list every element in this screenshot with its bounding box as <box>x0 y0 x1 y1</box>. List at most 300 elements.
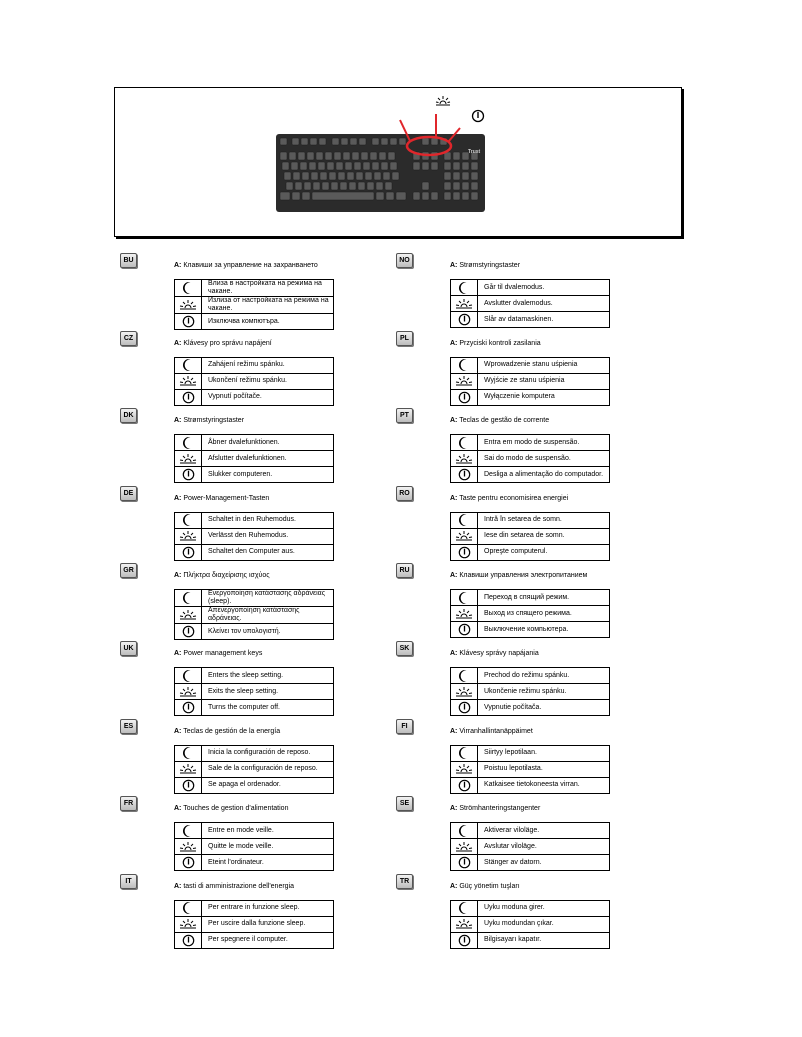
section-title-text: tasti di amministrazione dell'energia <box>183 882 295 890</box>
table-row <box>451 932 610 948</box>
table-icon-cell <box>451 823 478 839</box>
table-text-cell: Ukončení režimu spánku. <box>202 373 334 389</box>
table-text-cell: Se apaga el ordenador. <box>202 777 334 793</box>
section-title <box>450 650 539 657</box>
section-title-text: Klávesy pro správu napájení <box>183 339 272 347</box>
section-title <box>450 572 587 579</box>
table-text-cell: Выход из спящего режима. <box>478 606 610 622</box>
table-icon-cell <box>451 296 478 312</box>
table-text-cell: Entra em modo de suspensão. <box>478 435 610 451</box>
table-row <box>175 839 334 855</box>
table-row <box>175 451 334 467</box>
moon-icon <box>181 824 195 838</box>
language-badge: FI <box>396 719 413 734</box>
sun-rise-icon <box>436 96 450 105</box>
table-row <box>175 700 334 716</box>
language-badge: UK <box>120 641 137 656</box>
table-row <box>175 855 334 871</box>
table-row <box>175 916 334 932</box>
table-icon-cell <box>451 435 478 451</box>
section-prefix: A: <box>174 494 182 502</box>
table-icon-cell <box>175 280 202 297</box>
table-text-cell: Выключение компьютера. <box>478 622 610 638</box>
table-text-cell: Влиза в настройката на режима на чакане. <box>202 280 334 297</box>
table-text-cell: Sai do modo de suspensão. <box>478 451 610 467</box>
language-section-pl <box>396 331 596 409</box>
key-function-table <box>174 900 334 949</box>
table-icon-cell <box>451 373 478 389</box>
language-section-es <box>120 719 320 797</box>
table-row <box>175 435 334 451</box>
table-row <box>451 528 610 544</box>
language-section-se <box>396 796 596 874</box>
sun-rise-icon <box>455 608 473 620</box>
table-icon-cell <box>175 932 202 948</box>
language-section-sk <box>396 641 596 719</box>
table-text-cell: Poistuu lepotilasta. <box>478 761 610 777</box>
table-text-cell: Inicia la configuración de reposo. <box>202 745 334 761</box>
table-icon-cell <box>451 280 478 296</box>
figure-icons <box>115 88 681 236</box>
table-icon-cell <box>451 932 478 948</box>
sun-rise-icon <box>455 918 473 930</box>
language-badge: RO <box>396 486 413 501</box>
table-row <box>175 357 334 373</box>
table-row <box>451 435 610 451</box>
table-row <box>451 373 610 389</box>
sun-rise-icon <box>455 453 473 465</box>
language-badge: BU <box>120 253 137 268</box>
table-text-cell: Ενεργοποίηση κατάστασης αδράνειας (sleep). <box>202 590 334 607</box>
sun-rise-icon <box>455 375 473 387</box>
language-badge: GR <box>120 563 137 578</box>
moon-icon <box>457 824 471 838</box>
language-badge: IT <box>120 874 137 889</box>
table-icon-cell <box>175 451 202 467</box>
section-title-text: Power-Management-Tasten <box>183 494 270 502</box>
moon-icon <box>181 669 195 683</box>
power-icon <box>182 546 195 559</box>
table-text-cell: Eteint l'ordinateur. <box>202 855 334 871</box>
key-function-table <box>450 822 610 871</box>
table-icon-cell <box>451 544 478 560</box>
table-icon-cell <box>175 855 202 871</box>
sun-rise-icon <box>455 530 473 542</box>
table-icon-cell <box>175 297 202 314</box>
table-text-cell: Vypnutí počítače. <box>202 389 334 405</box>
table-row <box>175 684 334 700</box>
table-row <box>451 684 610 700</box>
moon-icon <box>457 591 471 605</box>
table-icon-cell <box>175 900 202 916</box>
table-icon-cell <box>175 512 202 528</box>
section-title <box>450 495 568 502</box>
table-icon-cell <box>175 916 202 932</box>
power-icon <box>182 856 195 869</box>
section-title <box>174 417 244 424</box>
moon-icon <box>457 746 471 760</box>
table-icon-cell <box>175 373 202 389</box>
table-row <box>175 389 334 405</box>
table-icon-cell <box>451 900 478 916</box>
table-text-cell: Avslutter dvalemodus. <box>478 296 610 312</box>
table-row <box>451 280 610 296</box>
table-text-cell: Desliga a alimentação do computador. <box>478 467 610 483</box>
moon-icon <box>394 111 401 125</box>
table-icon-cell <box>451 855 478 871</box>
table-icon-cell <box>175 761 202 777</box>
table-icon-cell <box>175 745 202 761</box>
language-section-de <box>120 486 320 564</box>
table-icon-cell <box>175 389 202 405</box>
sun-rise-icon <box>179 763 197 775</box>
table-text-cell: Wprowadzenie stanu uśpienia <box>478 357 610 373</box>
table-icon-cell <box>175 528 202 544</box>
language-section-ro <box>396 486 596 564</box>
language-section-cz <box>120 331 320 409</box>
language-badge: PT <box>396 408 413 423</box>
section-title-text: Power management keys <box>183 650 263 657</box>
table-row <box>451 544 610 560</box>
table-row <box>175 297 334 314</box>
table-text-cell: Slukker computeren. <box>202 467 334 483</box>
table-icon-cell <box>451 590 478 606</box>
section-title-text: Клавиши управления электропитанием <box>459 572 588 580</box>
table-row <box>451 512 610 528</box>
table-icon-cell <box>451 606 478 622</box>
sun-rise-icon <box>455 841 473 853</box>
table-icon-cell <box>175 684 202 700</box>
power-icon <box>182 315 195 328</box>
section-title <box>450 262 520 269</box>
table-row <box>175 512 334 528</box>
language-section-fi <box>396 719 596 797</box>
power-icon <box>458 701 471 714</box>
table-text-cell: Turns the computer off. <box>202 700 334 716</box>
table-row <box>175 932 334 948</box>
table-row <box>175 528 334 544</box>
section-prefix: A: <box>450 805 458 813</box>
table-text-cell: Κλείνει τον υπολογιστή. <box>202 624 334 640</box>
section-prefix: A: <box>450 339 458 347</box>
table-row <box>451 855 610 871</box>
table-row <box>451 839 610 855</box>
table-row <box>451 606 610 622</box>
table-text-cell: Entre en mode veille. <box>202 823 334 839</box>
table-icon-cell <box>175 777 202 793</box>
table-icon-cell <box>451 512 478 528</box>
sun-rise-icon <box>179 686 197 698</box>
key-function-table <box>174 279 334 330</box>
table-icon-cell <box>175 590 202 607</box>
language-section-gr <box>120 563 326 641</box>
table-text-cell: Opreşte computerul. <box>478 544 610 560</box>
section-prefix: A: <box>450 494 458 502</box>
table-text-cell: Slår av datamaskinen. <box>478 312 610 328</box>
section-title-text: Przyciski kontroli zasilania <box>459 339 541 347</box>
sun-rise-icon <box>455 763 473 775</box>
table-row <box>175 590 334 607</box>
table-row <box>175 607 334 624</box>
key-function-table <box>450 900 610 949</box>
section-title-text: Strømstyringstaster <box>183 417 245 425</box>
section-title-text: Teclas de gestión de la energía <box>183 727 281 735</box>
table-text-cell: Zahájení režimu spánku. <box>202 357 334 373</box>
key-function-table <box>174 667 334 716</box>
table-icon-cell <box>451 622 478 638</box>
section-title <box>450 883 520 890</box>
table-icon-cell <box>175 823 202 839</box>
table-icon-cell <box>451 357 478 373</box>
section-prefix: A: <box>450 650 458 657</box>
table-text-cell: Bilgisayarı kapatır. <box>478 932 610 948</box>
table-text-cell: Schaltet den Computer aus. <box>202 544 334 560</box>
table-text-cell: Katkaisee tietokoneesta virran. <box>478 777 610 793</box>
table-text-cell: Siirtyy lepotilaan. <box>478 745 610 761</box>
section-prefix: A: <box>174 805 182 813</box>
power-icon <box>182 934 195 947</box>
table-row <box>175 900 334 916</box>
language-section-ru <box>396 563 596 641</box>
language-section-fr <box>120 796 320 874</box>
table-text-cell: Ukončenie režimu spánku. <box>478 684 610 700</box>
key-function-table <box>174 434 334 483</box>
moon-icon <box>457 358 471 372</box>
table-row <box>175 745 334 761</box>
table-row <box>451 900 610 916</box>
table-text-cell: Uyku modundan çıkar. <box>478 916 610 932</box>
table-icon-cell <box>451 312 478 328</box>
key-function-table <box>450 434 610 483</box>
table-text-cell: Stänger av datorn. <box>478 855 610 871</box>
section-prefix: A: <box>450 572 458 580</box>
table-row <box>451 761 610 777</box>
table-text-cell: Wyłączenie komputera <box>478 389 610 405</box>
moon-icon <box>457 281 471 295</box>
power-icon <box>458 856 471 869</box>
power-icon <box>182 701 195 714</box>
language-badge: DE <box>120 486 137 501</box>
sun-rise-icon <box>455 298 473 310</box>
table-icon-cell <box>175 839 202 855</box>
section-title <box>174 340 272 347</box>
table-text-cell: Per uscire dalla funzione sleep. <box>202 916 334 932</box>
section-title <box>450 340 541 347</box>
power-icon <box>182 391 195 404</box>
table-row <box>451 389 610 405</box>
key-function-table <box>174 589 334 640</box>
table-icon-cell <box>451 668 478 684</box>
section-title <box>450 417 549 424</box>
section-title-text: Güç yönetim tuşları <box>459 882 520 890</box>
table-icon-cell <box>175 357 202 373</box>
section-prefix: A: <box>174 882 182 890</box>
table-row <box>451 916 610 932</box>
section-title <box>174 650 262 657</box>
section-prefix: A: <box>174 650 182 657</box>
sun-rise-icon <box>179 841 197 853</box>
sun-rise-icon <box>179 609 197 621</box>
table-text-cell: Iese din setarea de somn. <box>478 528 610 544</box>
section-title <box>450 728 533 735</box>
table-row <box>175 544 334 560</box>
moon-icon <box>181 746 195 760</box>
table-text-cell: Uyku moduna girer. <box>478 900 610 916</box>
section-title <box>174 805 288 812</box>
section-title-text: Strømstyringstaster <box>459 262 521 269</box>
table-text-cell: Exits the sleep setting. <box>202 684 334 700</box>
sun-rise-icon <box>179 375 197 387</box>
power-icon <box>458 468 471 481</box>
table-row <box>451 451 610 467</box>
table-row <box>451 296 610 312</box>
table-icon-cell <box>451 451 478 467</box>
key-function-table <box>174 512 334 561</box>
key-function-table <box>450 745 610 794</box>
moon-icon <box>181 591 195 605</box>
table-icon-cell <box>451 528 478 544</box>
table-text-cell: Изключва компютъра. <box>202 314 334 330</box>
table-text-cell: Wyjście ze stanu uśpienia <box>478 373 610 389</box>
power-icon <box>182 779 195 792</box>
section-title-text: Touches de gestion d'alimentation <box>183 805 289 813</box>
section-title-text: Virranhallintanäppäimet <box>459 727 533 735</box>
table-text-cell: Sale de la configuración de reposo. <box>202 761 334 777</box>
section-title <box>174 262 318 269</box>
section-title-text: Strömhanteringstangenter <box>459 805 541 813</box>
language-section-no <box>396 253 596 331</box>
language-badge: TR <box>396 874 413 889</box>
language-section-bu <box>120 253 329 331</box>
table-row <box>451 467 610 483</box>
table-row <box>175 823 334 839</box>
section-title <box>174 572 270 579</box>
power-icon <box>458 934 471 947</box>
table-row <box>175 373 334 389</box>
power-icon <box>182 625 195 638</box>
table-icon-cell <box>451 467 478 483</box>
table-text-cell: Quitte le mode veille. <box>202 839 334 855</box>
moon-icon <box>457 436 471 450</box>
table-icon-cell <box>451 777 478 793</box>
power-icon <box>458 779 471 792</box>
table-text-cell: Излиза от настройката на режима на чакане. <box>202 297 334 314</box>
section-title-text: Taste pentru economisirea energiei <box>459 494 569 502</box>
brand-logo: Trust <box>468 149 481 155</box>
language-badge: RU <box>396 563 413 578</box>
section-prefix: A: <box>450 882 458 890</box>
power-icon <box>458 313 471 326</box>
section-prefix: A: <box>174 262 182 269</box>
section-prefix: A: <box>450 727 458 735</box>
table-row <box>451 823 610 839</box>
moon-icon <box>181 513 195 527</box>
table-icon-cell <box>451 684 478 700</box>
section-title <box>450 805 540 812</box>
section-title-text: Klávesy správy napájania <box>459 650 539 657</box>
table-text-cell: Aktiverar viloläge. <box>478 823 610 839</box>
section-prefix: A: <box>450 262 458 269</box>
sun-rise-icon <box>179 453 197 465</box>
table-row <box>451 590 610 606</box>
section-title <box>174 883 294 890</box>
language-badge: PL <box>396 331 413 346</box>
language-badge: DK <box>120 408 137 423</box>
section-title-text: Πλήκτρα διαχείρισης ισχύος <box>183 572 270 580</box>
key-function-table <box>450 667 610 716</box>
power-icon <box>458 623 471 636</box>
key-function-table <box>174 745 334 794</box>
table-icon-cell <box>175 668 202 684</box>
table-text-cell: Åbner dvalefunktionen. <box>202 435 334 451</box>
language-badge: SE <box>396 796 413 811</box>
table-row <box>451 622 610 638</box>
language-section-uk <box>120 641 320 719</box>
table-text-cell: Enters the sleep setting. <box>202 668 334 684</box>
table-text-cell: Απενεργοποίηση κατάστασης αδράνειας. <box>202 607 334 624</box>
section-prefix: A: <box>450 417 458 425</box>
table-icon-cell <box>175 607 202 624</box>
table-icon-cell <box>451 745 478 761</box>
section-prefix: A: <box>174 572 182 580</box>
key-function-table <box>450 357 610 406</box>
table-text-cell: Verlässt den Ruhemodus. <box>202 528 334 544</box>
table-icon-cell <box>175 314 202 330</box>
table-text-cell: Prechod do režimu spánku. <box>478 668 610 684</box>
language-badge: CZ <box>120 331 137 346</box>
table-text-cell: Per spegnere il computer. <box>202 932 334 948</box>
table-row <box>451 777 610 793</box>
table-icon-cell <box>451 761 478 777</box>
sun-rise-icon <box>455 686 473 698</box>
table-row <box>175 314 334 330</box>
table-row <box>175 777 334 793</box>
language-badge: NO <box>396 253 413 268</box>
table-icon-cell <box>451 700 478 716</box>
table-text-cell: Afslutter dvalefunktionen. <box>202 451 334 467</box>
key-function-table <box>174 822 334 871</box>
moon-icon <box>181 281 195 295</box>
language-badge: SK <box>396 641 413 656</box>
power-icon <box>182 468 195 481</box>
table-icon-cell <box>175 624 202 640</box>
sun-rise-icon <box>179 530 197 542</box>
moon-icon <box>457 669 471 683</box>
table-icon-cell <box>175 700 202 716</box>
moon-icon <box>181 436 195 450</box>
language-section-dk <box>120 408 320 486</box>
table-icon-cell <box>175 544 202 560</box>
table-icon-cell <box>451 839 478 855</box>
table-text-cell: Vypnutie počítača. <box>478 700 610 716</box>
moon-icon <box>457 513 471 527</box>
table-text-cell: Переход в спящий режим. <box>478 590 610 606</box>
section-title <box>174 495 269 502</box>
table-row <box>175 280 334 297</box>
key-function-table <box>450 512 610 561</box>
table-row <box>451 745 610 761</box>
section-title <box>174 728 280 735</box>
key-function-table <box>174 357 334 406</box>
power-icon <box>458 546 471 559</box>
moon-icon <box>181 901 195 915</box>
table-row <box>175 467 334 483</box>
section-prefix: A: <box>174 727 182 735</box>
power-icon <box>473 111 484 122</box>
moon-icon <box>457 901 471 915</box>
sun-rise-icon <box>179 299 197 311</box>
section-prefix: A: <box>174 417 182 425</box>
